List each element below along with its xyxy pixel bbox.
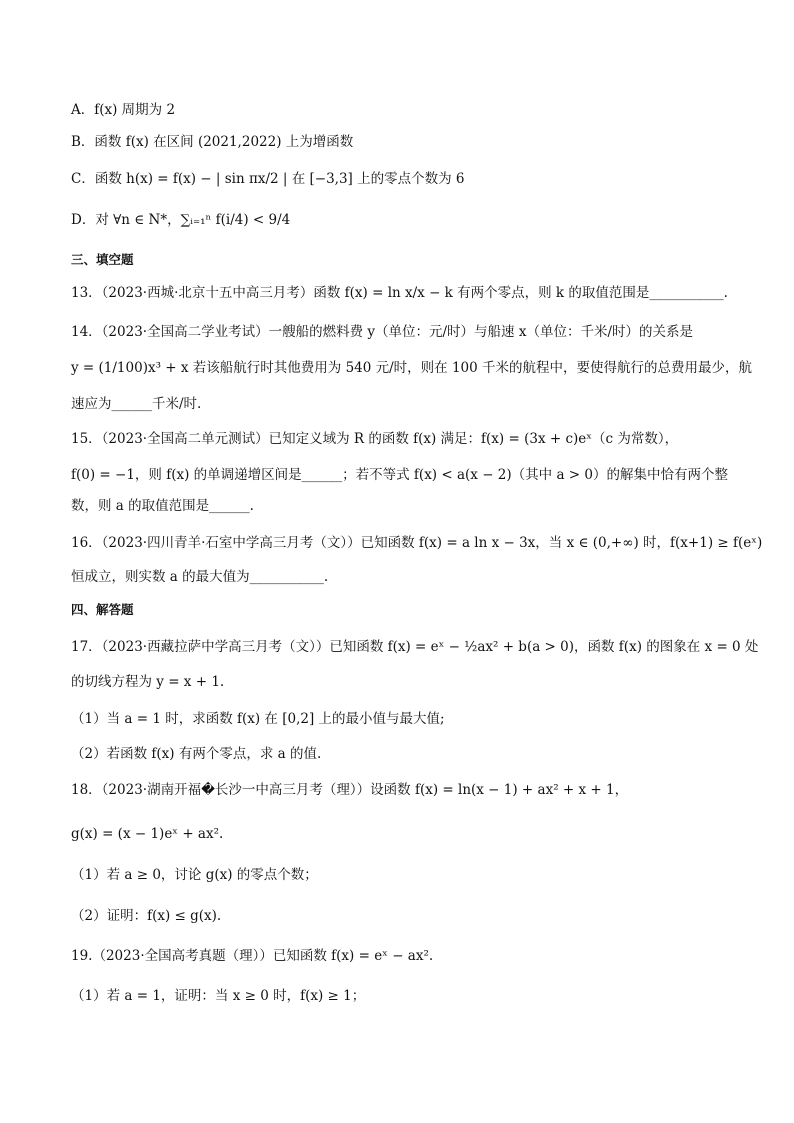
option-b: B．函数 f(x) 在区间 (2021,2022) 上为增函数 [71,134,354,150]
question-14-line3: 速应为______千米/时. [71,396,202,412]
question-19-part1: （1）若 a = 1，证明：当 x ≥ 0 时，f(x) ≥ 1； [71,988,366,1004]
question-17-line2: 的切线方程为 y = x + 1. [71,674,225,690]
question-18-line2: g(x) = (x − 1)eˣ + ax². [71,826,224,842]
question-14-line1: 14．（2023·全国高二学业考试）一艘船的燃料费 y（单位：元/时）与船速 x（单位：千米/时）的关系是 [71,324,693,340]
section-heading-fill-in: 三、填空题 [71,252,134,267]
section-heading-answers: 四、解答题 [71,602,134,617]
question-18-line1: 18．（2023·湖南开福�长沙一中高三月考（理））设函数 f(x) = ln(x − 1) + ax² + x + 1， [71,782,629,798]
question-16-line1: 16．（2023·四川青羊·石室中学高三月考（文））已知函数 f(x) = a ln x − 3x，当 x ∈ (0,+∞) 时，f(x+1) ≥ f(eˣ) [71,535,763,551]
question-17-line1: 17．（2023·西藏拉萨中学高三月考（文））已知函数 f(x) = eˣ − ½ax² + b(a > 0)，函数 f(x) 的图象在 x = 0 处 [71,639,759,655]
option-c: C．函数 h(x) = f(x) − | sin πx/2 | 在 [−3,3] 上的零点个数为 6 [71,171,465,187]
question-16-line2: 恒成立，则实数 a 的最大值为___________. [71,569,329,585]
question-15-line2: f(0) = −1，则 f(x) 的单调递增区间是______；若不等式 f(x) < a(x − 2)（其中 a > 0）的解集中恰有两个整 [71,467,728,483]
question-15-line3: 数，则 a 的取值范围是______. [71,498,254,514]
option-a: A．f(x) 周期为 2 [71,102,176,118]
question-18-part1: （1）若 a ≥ 0，讨论 g(x) 的零点个数； [71,867,318,883]
question-15-line1: 15．（2023·全国高二单元测试）已知定义域为 R 的函数 f(x) 满足：f(x) = (3x + c)eˣ（c 为常数）， [71,431,679,447]
question-17-part1: （1）当 a = 1 时，求函数 f(x) 在 [0,2] 上的最小值与最大值; [71,711,445,727]
question-13: 13．（2023·西城·北京十五中高三月考）函数 f(x) = ln x/x − k 有两个零点，则 k 的取值范围是___________. [71,285,728,301]
question-18-part2: （2）证明：f(x) ≤ g(x). [71,908,222,924]
option-d: D．对 ∀n ∈ N*，∑ᵢ₌₁ⁿ f(i/4) < 9/4 [71,212,291,228]
question-14-line2: y = (1/100)x³ + x 若该船航行时其他费用为 540 元/时，则在 100 千米的航程中，要使得航行的总费用最少，航 [71,360,753,376]
question-17-part2: （2）若函数 f(x) 有两个零点，求 a 的值. [71,746,322,762]
question-19-line1: 19.（2023·全国高考真题（理））已知函数 f(x) = eˣ − ax². [71,948,434,964]
